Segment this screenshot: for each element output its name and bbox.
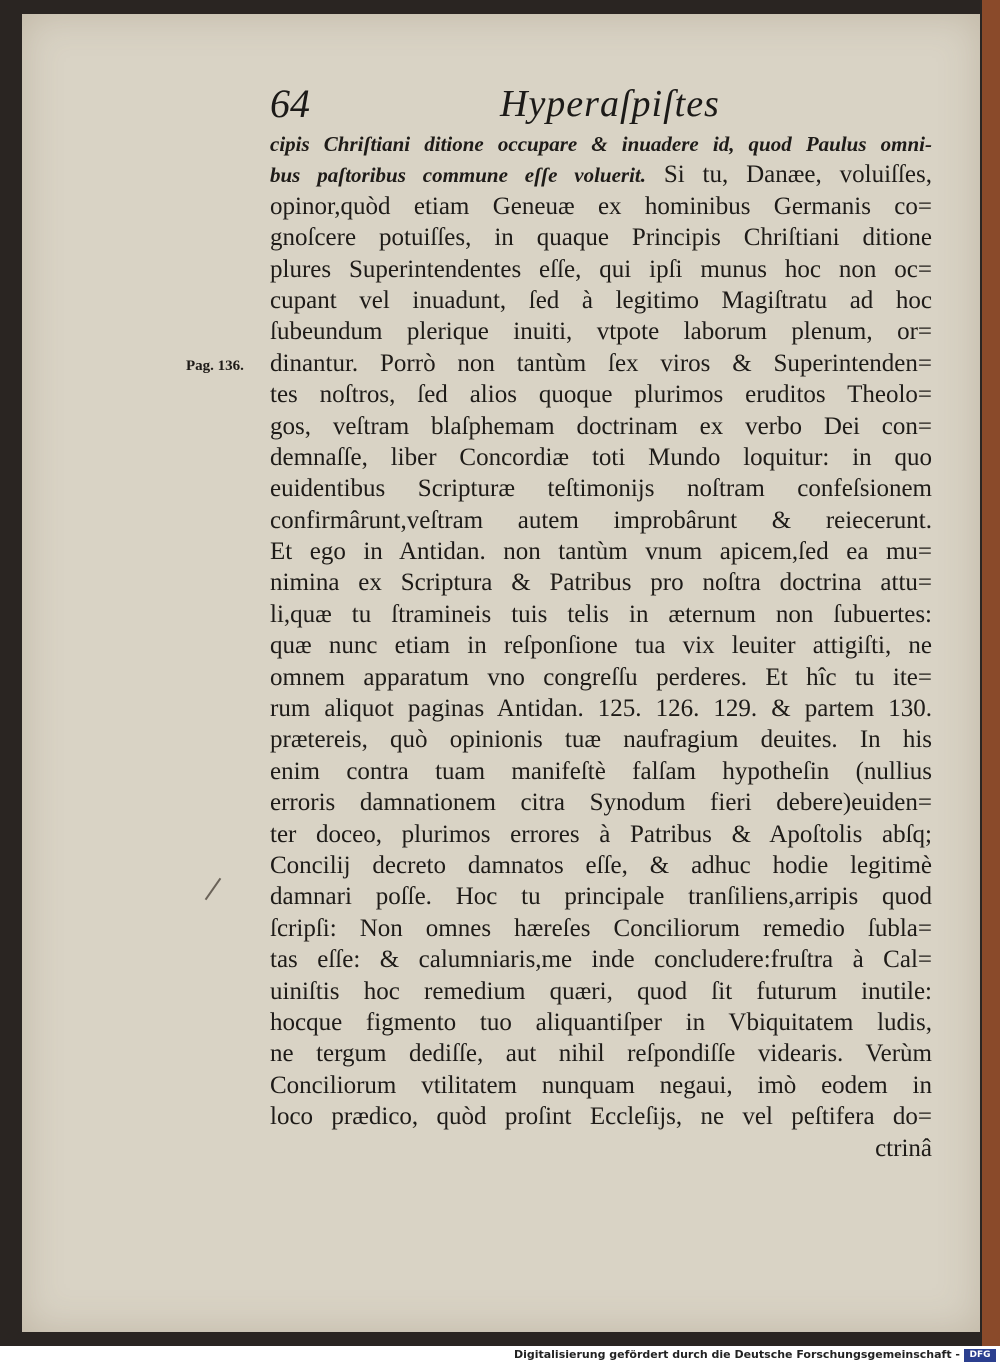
text-line xyxy=(270,159,932,190)
funding-credit: Digitalisierung gefördert durch die Deutsche Forschungsgemeinschaft - xyxy=(513,1348,960,1361)
footer-bar xyxy=(0,1346,1000,1366)
line-text: loco prædico, quòd proſint Eccleſijs, ne vel peſtifera do= xyxy=(270,1103,932,1131)
line-text: Si tu, Danæe, voluiſſes, xyxy=(646,161,932,189)
text-line xyxy=(270,411,932,442)
dfg-logo: DFG xyxy=(964,1349,996,1362)
text-line xyxy=(270,819,932,850)
line-text: hocque figmento tuo aliquantiſper in Vbiquitatem ludis, xyxy=(270,1008,932,1036)
line-text: Concilij decreto damnatos eſſe, & adhuc hodie legitimè xyxy=(270,851,932,879)
catchword: ctrinâ xyxy=(875,1134,932,1162)
text-line xyxy=(270,1007,932,1038)
line-text: plures Superintendentes eſſe, qui ipſi munus hoc non oc= xyxy=(270,255,932,283)
line-text: damnari poſſe. Hoc tu principale tranſiliens,arripis quod xyxy=(270,883,932,911)
text-line xyxy=(270,505,932,536)
line-text: Et ego in Antidan. non tantùm vnum apicem,ſed ea mu= xyxy=(270,538,932,566)
line-text: ne tergum dediſſe, aut nihil reſpondiſſe videaris. Verùm xyxy=(270,1040,932,1068)
text-line xyxy=(270,693,932,724)
text-line xyxy=(270,850,932,881)
line-text: gnoſcere potuiſſes, in quaque Principis Chriſtiani ditione xyxy=(270,224,932,252)
line-text: ſcripſi: Non omnes hæreſes Conciliorum remedio ſubla= xyxy=(270,914,932,942)
italic-quote: cipis Chriſtiani ditione occupare & inuadere id, quod Paulus omni- xyxy=(270,132,932,156)
line-text: opinor,quòd etiam Geneuæ ex hominibus Germanis co= xyxy=(270,192,932,220)
text-line xyxy=(270,787,932,818)
text-line xyxy=(270,599,932,630)
text-line xyxy=(270,1070,932,1101)
line-text: quæ nunc etiam in reſponſione tua vix leuiter attigiſti, ne xyxy=(270,632,932,660)
text-line xyxy=(270,567,932,598)
marginal-note: Pag. 136. xyxy=(186,358,244,374)
line-text: nimina ex Scriptura & Patribus pro noſtra doctrina attu= xyxy=(270,569,932,597)
line-text: gos, veſtram blaſphemam doctrinam ex verbo Dei con= xyxy=(270,412,932,440)
line-text: confirmârunt,veſtram autem improbârunt & reiecerunt. xyxy=(270,506,932,534)
italic-quote: bus paſtoribus commune eſſe voluerit. xyxy=(270,163,646,188)
text-line xyxy=(270,536,932,567)
line-text: cupant vel inuadunt, ſed à legitimo Magiſtratu ad hoc xyxy=(270,286,932,314)
line-text: rum aliquot paginas Antidan. 125. 126. 129. & partem 130. xyxy=(270,695,932,723)
page-header xyxy=(270,80,930,130)
running-title: Hyperaſpiſtes xyxy=(500,83,720,125)
text-line xyxy=(270,662,932,693)
text-line xyxy=(270,254,932,285)
page-number: 64 xyxy=(270,81,310,126)
line-text: tes noſtros, ſed alios quoque plurimos eruditos Theolo= xyxy=(270,381,932,409)
text-line xyxy=(270,191,932,222)
text-line xyxy=(270,756,932,787)
line-text: enim contra tuam manifeſtè falſam hypotheſin (nullius xyxy=(270,757,932,785)
line-text: ſubeundum plerique inuiti, vtpote laborum plenum, or= xyxy=(270,318,932,346)
line-text: uiniſtis hoc remedium quæri, quod ſit futurum inutile: xyxy=(270,977,932,1005)
text-line xyxy=(270,976,932,1007)
text-line xyxy=(270,913,932,944)
line-text: li,quæ tu ſtramineis tuis telis in æternum non ſubuertes: xyxy=(270,600,932,628)
text-line xyxy=(270,881,932,912)
text-line xyxy=(270,473,932,504)
line-text: demnaſſe, liber Concordiæ toti Mundo loquitur: in quo xyxy=(270,443,932,471)
text-line xyxy=(270,222,932,253)
line-text: dinantur. Porrò non tantùm ſex viros & Superintenden= xyxy=(270,349,932,377)
text-line xyxy=(270,442,932,473)
text-line xyxy=(270,724,932,755)
line-text: prætereis, quò opinionis tuæ naufragium deuites. In his xyxy=(270,726,932,754)
text-line xyxy=(270,285,932,316)
text-line xyxy=(270,316,932,347)
text-line xyxy=(270,348,932,379)
text-line xyxy=(270,379,932,410)
line-text: tas eſſe: & calumniaris,me inde concludere:fruſtra à Cal= xyxy=(270,946,932,974)
line-text: ter doceo, plurimos errores à Patribus & Apoſtolis abſq; xyxy=(270,820,932,848)
text-line xyxy=(270,630,932,661)
line-text: omnem apparatum vno congreſſu perderes. Et hîc tu ite= xyxy=(270,663,932,691)
line-text: euidentibus Scripturæ teſtimonijs noſtram confeſsionem xyxy=(270,475,932,503)
line-text: erroris damnationem citra Synodum fieri debere)euiden= xyxy=(270,789,932,817)
text-line xyxy=(270,944,932,975)
text-line xyxy=(270,1038,932,1069)
body-text xyxy=(270,128,932,1164)
book-edge xyxy=(982,0,1000,1346)
text-line xyxy=(270,128,932,159)
line-text: Conciliorum vtilitatem nunquam negaui, imò eodem in xyxy=(270,1071,932,1099)
text-line xyxy=(270,1101,932,1132)
